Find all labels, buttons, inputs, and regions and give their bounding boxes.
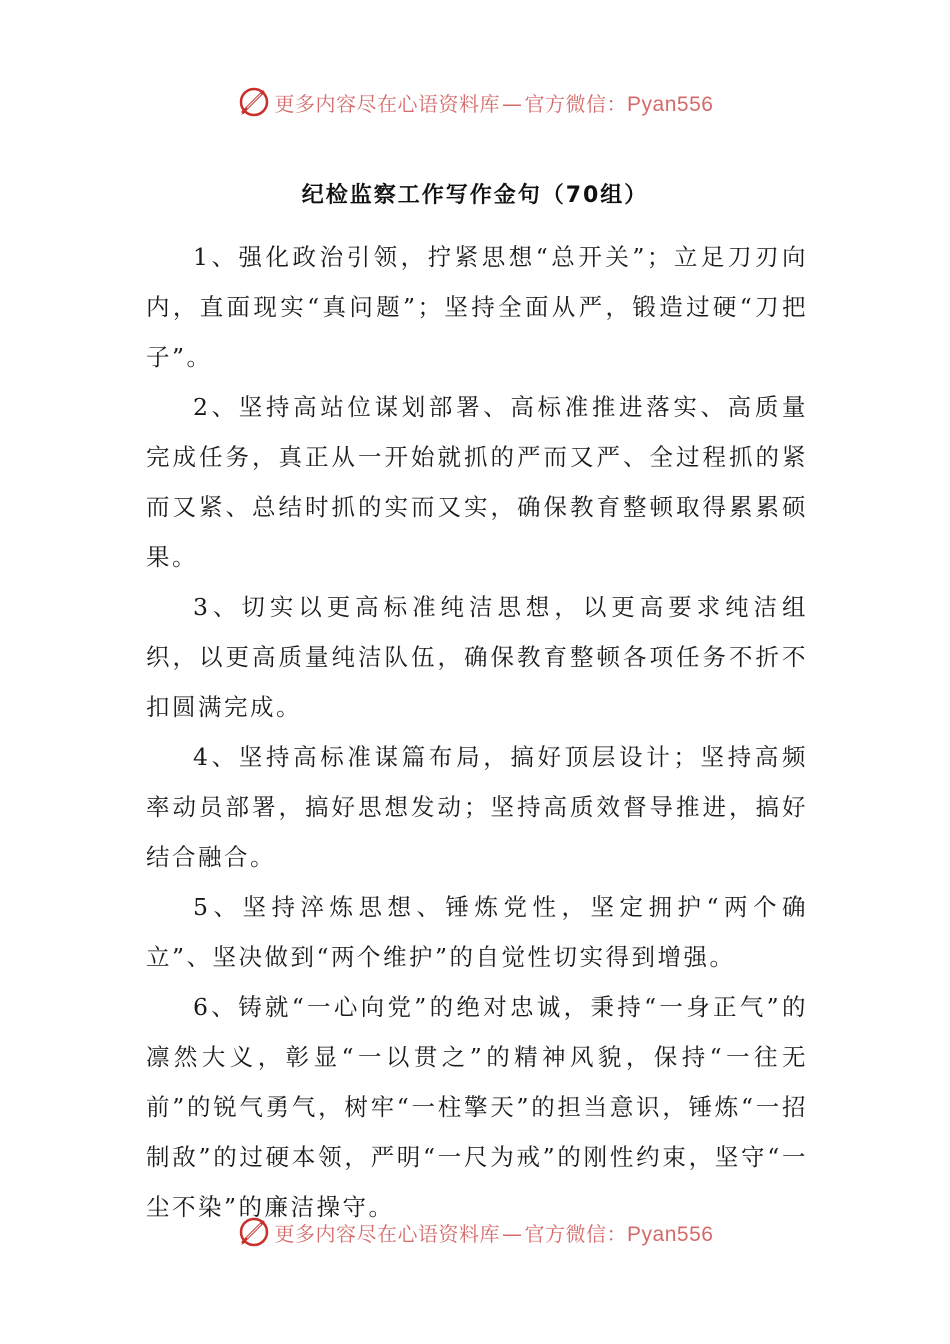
banner-separator: — bbox=[502, 1221, 523, 1246]
paragraph-4: 4、坚持高标准谋篇布局，搞好顶层设计；坚持高频率动员部署，搞好思想发动；坚持高质效督导推进，搞好结合融合。 bbox=[146, 743, 808, 871]
banner-wechat-label: 官方微信： bbox=[524, 1221, 628, 1246]
footer-banner bbox=[0, 1212, 950, 1252]
paragraph-2: 2、坚持高站位谋划部署、高标准推进落实、高质量完成任务，真正从一开始就抓的严而又严、全过程抓的紧而又紧、总结时抓的实而又实，确保教育整顿取得累累硕果。 bbox=[146, 393, 808, 571]
banner-site-text: 更多内容尽在心语资料库 bbox=[274, 1221, 501, 1246]
document-title: 纪检监察工作写作金句（70组） bbox=[301, 183, 649, 208]
pen-logo-icon bbox=[237, 85, 271, 119]
banner-wechat-label: 官方微信： bbox=[524, 91, 628, 116]
banner-wechat-id: Pyan556 bbox=[627, 1222, 714, 1246]
banner-wechat-id: Pyan556 bbox=[627, 92, 714, 116]
paragraph-1: 1、强化政治引领，拧紧思想“总开关”；立足刀刃向内，直面现实“真问题”；坚持全面从严，锻造过硬“刀把子”。 bbox=[146, 243, 808, 371]
banner-separator: — bbox=[502, 91, 523, 116]
header-banner-text bbox=[275, 88, 714, 117]
paragraph-6: 6、铸就“一心向党”的绝对忠诚，秉持“一身正气”的凛然大义，彰显“一以贯之”的精神风貌，保持“一往无前”的锐气勇气，树牢“一柱擎天”的担当意识，锤炼“一招制敌”的过硬本领，严明“一尺为戒”的刚性约束，坚守“一尘不染”的廉洁操守。 bbox=[146, 993, 808, 1221]
banner-site-text: 更多内容尽在心语资料库 bbox=[274, 91, 501, 116]
header-banner bbox=[0, 82, 950, 122]
document-body bbox=[146, 232, 808, 1232]
paragraph-3: 3、切实以更高标准纯洁思想，以更高要求纯洁组织，以更高质量纯洁队伍，确保教育整顿各项任务不折不扣圆满完成。 bbox=[146, 593, 808, 721]
paragraph-5: 5、坚持淬炼思想、锤炼党性，坚定拥护“两个确立”、坚决做到“两个维护”的自觉性切实得到增强。 bbox=[146, 893, 808, 971]
pen-logo-icon bbox=[237, 1215, 271, 1249]
footer-banner-text bbox=[275, 1218, 714, 1247]
